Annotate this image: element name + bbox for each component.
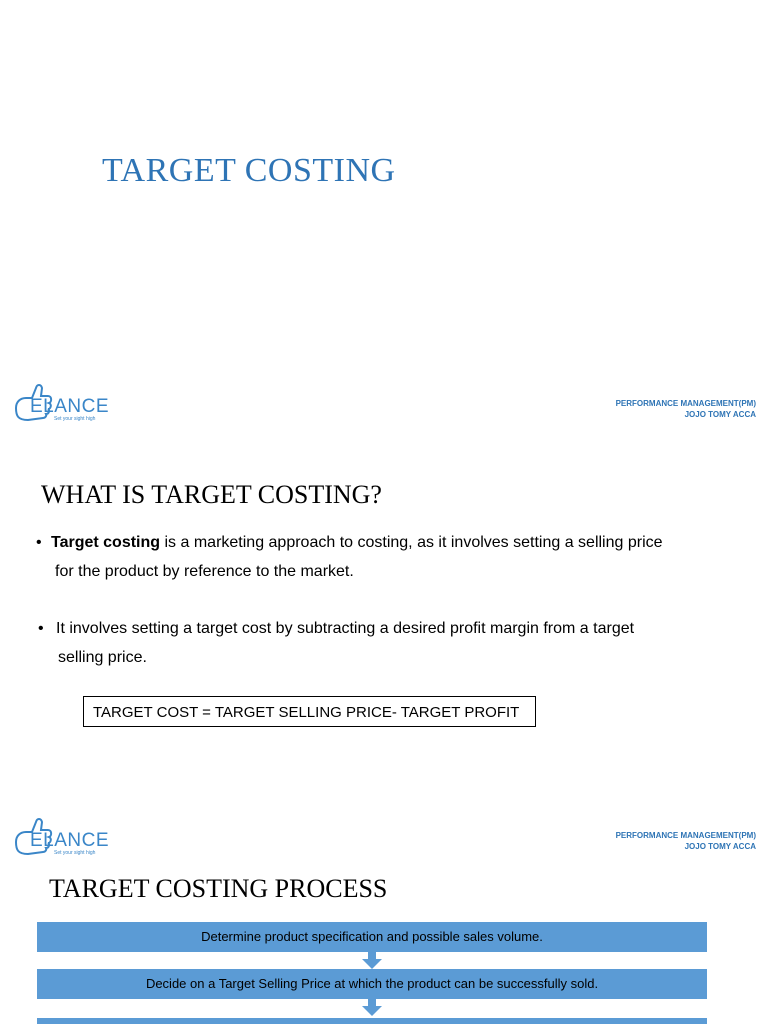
bullet-dot: • [36, 534, 42, 551]
process-step-2: Decide on a Target Selling Price at which the product can be successfully sold. [37, 969, 707, 999]
formula-box: TARGET COST = TARGET SELLING PRICE- TARGET PROFIT [83, 696, 536, 727]
course-title: PERFORMANCE MANAGEMENT(PM) [615, 399, 756, 408]
logo-wordmark: ELANCE [30, 396, 110, 417]
slide-heading: TARGET COSTING PROCESS [49, 874, 388, 903]
bullet-item [36, 528, 663, 586]
course-author: JOJO TOMY ACCA [684, 842, 756, 851]
course-author: JOJO TOMY ACCA [684, 410, 756, 419]
slide-target-costing-process [0, 792, 768, 1024]
bullet-text: It involves setting a target cost by subtracting a desired profit margin from a target [56, 620, 635, 637]
course-header [616, 398, 756, 420]
bullet-text: is a marketing approach to costing, as it involves setting a selling price [160, 534, 663, 551]
course-header [616, 830, 756, 852]
course-title: PERFORMANCE MANAGEMENT(PM) [615, 831, 756, 840]
slide-heading: WHAT IS TARGET COSTING? [41, 480, 382, 509]
logo-tagline: Set your sight high [54, 416, 96, 422]
slide-what-is-target-costing [0, 360, 768, 792]
slide-title-heading: TARGET COSTING [102, 152, 396, 189]
elance-logo [14, 378, 130, 426]
bullet-text-continued: for the product by reference to the market. [55, 563, 354, 580]
down-arrow-icon [362, 999, 382, 1016]
process-step-3 [37, 1018, 707, 1024]
logo-tagline: Set your sight high [54, 850, 96, 856]
logo-wordmark: ELANCE [30, 830, 110, 851]
down-arrow-icon [362, 952, 382, 969]
bullet-item [38, 614, 635, 672]
process-step-1: Determine product specification and possible sales volume. [37, 922, 707, 952]
slide-title [0, 0, 768, 360]
bullet-dot: • [38, 620, 44, 637]
bullet-text-continued: selling price. [58, 649, 147, 666]
elance-logo [14, 812, 130, 860]
bullet-bold-term: Target costing [51, 534, 161, 551]
